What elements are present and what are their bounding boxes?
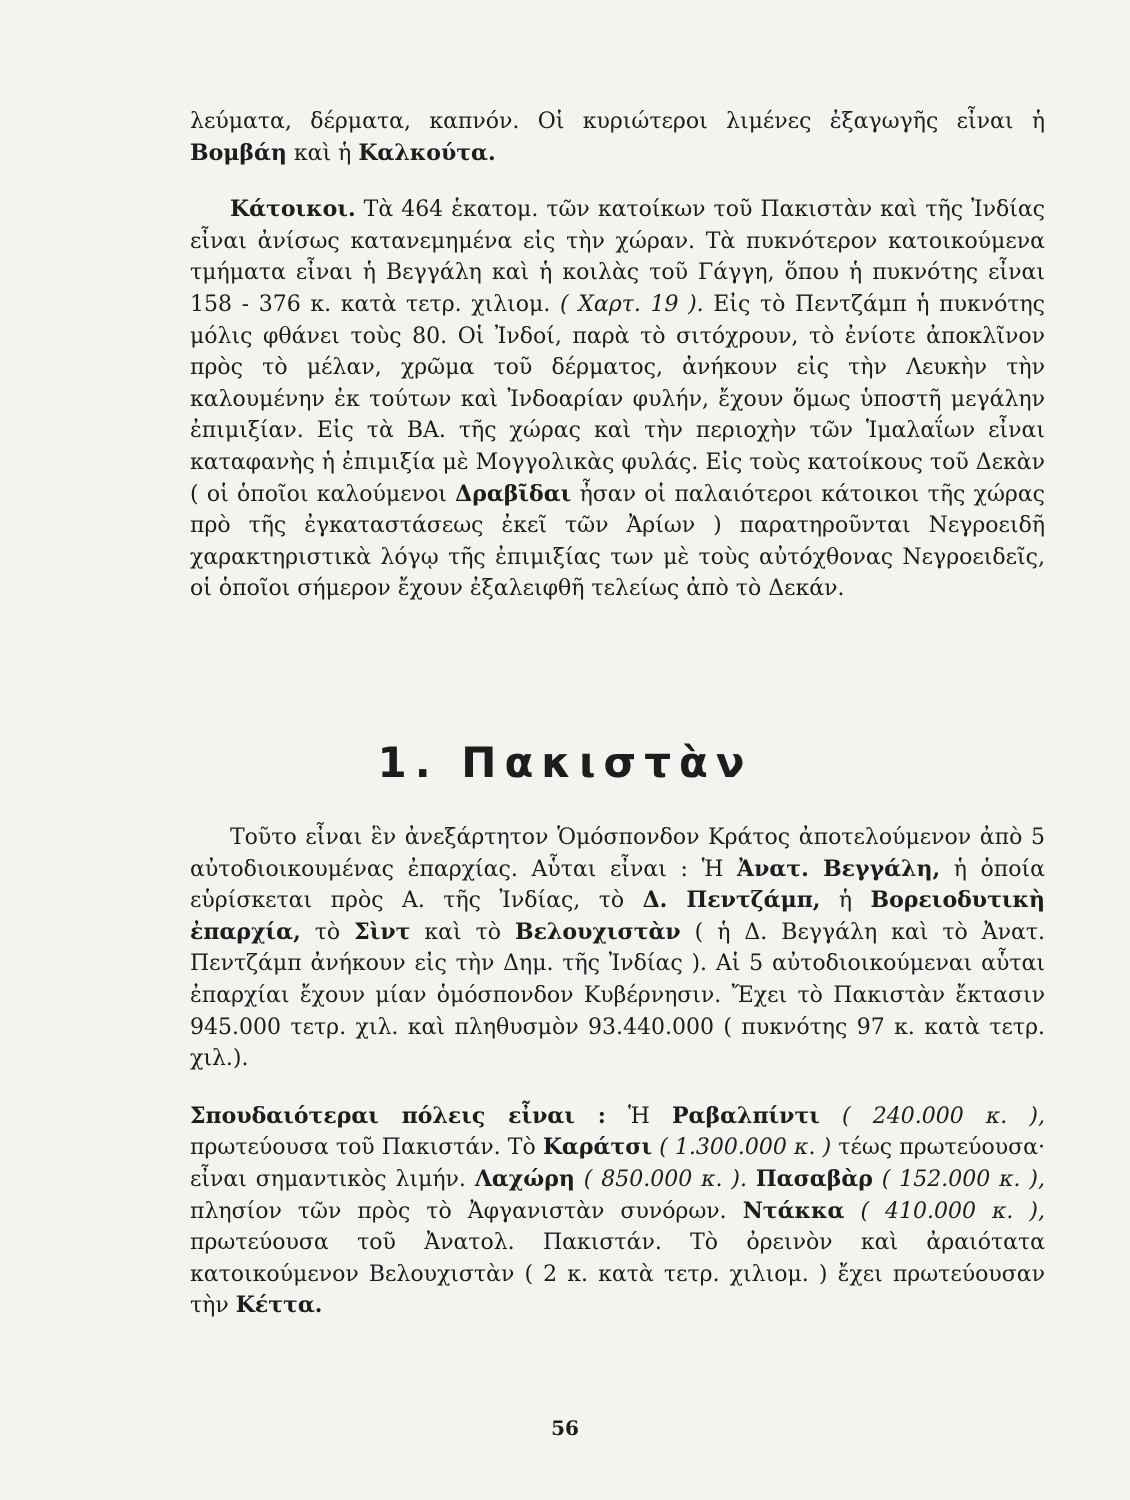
text-span: πρωτεύουσα τοῦ Ἀνατολ. Πακιστάν. Τὸ ὀρεινὸν καὶ ἀραιότατα κατοικούμενον Βελουχιστὰν ( 2 κ. κατὰ τετρ. χιλιομ. ) ἔχει πρωτεύουσαν τὴν [190,1230,1045,1319]
province-name: Σὶντ [354,918,411,945]
text-span: Ἡ [605,1103,672,1129]
province-name: Δ. Πεντζάμπ, [642,887,821,914]
city-name: Ντάκκα [742,1197,845,1224]
place-name: Καλκούτα. [358,139,496,166]
text-span [747,1167,756,1192]
paragraph-heading: Κάτοικοι. [230,196,356,223]
section-heading: 1. Πακιστὰν [377,738,753,787]
text-span: ἡ ὁποία εὑρίσκεται πρὸς Α. τῆς Ἰνδίας, τὸ [190,856,1045,914]
text-span: ἦσαν οἱ παλαιότεροι κάτοικοι τῆς χώρας πρὸ τῆς ἐγκαταστάσεως ἐκεῖ τῶν Ἀρίων ) παρατηροῦνται Νεγροειδῆ χαρακτηριστικὰ λόγῳ τῆς ἐπιμιξίας των μὲ τοὺς αὐτόχθονας Νεγροειδεῖς, οἱ ὁποῖοι σήμερον ἔχουν ἐξαλειφθῆ τελείως ἀπὸ τὸ Δεκάν. [190,481,1045,602]
city-population: ( 850.000 κ. ). [574,1166,747,1192]
text-span: καὶ ἡ [286,140,359,166]
city-population: ( 1.300.000 κ. ) [652,1135,832,1161]
lower-text-block [190,822,1045,1322]
province-name: Βορειοδυτικὴ ἐπαρχία, [190,887,1045,945]
text-span: Τοῦτο εἶναι ἓν ἀνεξάρτητον Ὁμόσπονδον Κράτος ἀποτελούμενον ἀπὸ 5 αὐτοδιοικουμένας ἐπαρχίας. Αὗται εἶναι : Ἡ [190,825,1045,882]
text-span: πλησίον τῶν πρὸς τὸ Ἀφγανιστὰν συνόρων. [190,1198,743,1224]
text-span: πρωτεύουσα τοῦ Πακιστάν. Τὸ [190,1135,543,1161]
upper-text-block [190,106,1045,605]
city-population: ( 240.000 κ. ), [819,1103,1045,1129]
city-name: Ραβαλπίντι [672,1102,820,1129]
page-number: 56 [551,1416,579,1440]
city-name: Κέττα. [235,1292,323,1319]
province-name: Ἀνατ. Βεγγάλη, [737,855,941,882]
paragraph-inhabitants [190,194,1045,605]
place-name: Βομβάη [190,139,287,166]
text-span: λεύματα, δέρματα, καπνόν. Οἱ κυριώτεροι λιμένες ἐξαγωγῆς εἶναι ἡ [190,109,1045,134]
text-span: Τὰ 464 ἑκατομ. τῶν κατοίκων τοῦ Πακιστὰν καὶ τῆς Ἰνδίας εἶναι ἀνίσως κατανεμημένα εἰς τὴν χώραν. Τὰ πυκνότερον κατοικούμενα τμήματα εἶναι ἡ Βεγγάλη καὶ ἡ κοιλὰς τοῦ Γάγγη, ὅπου ἡ πυκνότης εἶναι 158 - 376 κ. κατὰ τετρ. χιλιομ. [190,197,1045,317]
people-name: Δραβῖδαι [455,480,572,507]
city-name: Πασαβὰρ [755,1165,873,1192]
paragraph-export-ports [190,106,1045,169]
city-population: ( 152.000 κ. ), [872,1166,1045,1192]
text-span: ( ἡ Δ. Βεγγάλη καὶ τὸ Ἀνατ. Πεντζάμπ ἀνήκουν εἰς τὴν Δημ. τῆς Ἰνδίας ). Αἱ 5 αὐτοδιοικούμεναι αὗται ἐπαρχίαι ἔχουν μίαν ὁμόσπονδον Κυβέρνησιν. Ἔχει τὸ Πακιστὰν ἔκτασιν 945.000 τετρ. χιλ. καὶ πληθυσμὸν 93.440.000 ( πυκνότης 97 κ. κατὰ τετρ. χιλ.). [190,919,1045,1072]
text-span: καὶ τὸ [410,919,516,945]
text-span: τέως πρωτεύουσα· εἶναι σημαντικὸς λιμήν. [190,1135,1045,1192]
paragraph-federal-state [190,822,1045,1075]
city-name: Λαχώρη [474,1165,575,1192]
map-reference: ( Χαρτ. 19 ). [559,291,704,317]
paragraph-cities [190,1101,1045,1322]
text-span: τὸ [300,919,355,945]
paragraph-heading: Σπουδαιότεραι πόλεις εἶναι : [190,1102,606,1129]
province-name: Βελουχιστὰν [515,918,681,945]
text-span: Εἰς τὸ Πεντζάμπ ἡ πυκνότης μόλις φθάνει τοὺς 80. Οἱ Ἰνδοί, παρὰ τὸ σιτόχρουν, τὸ ἐνίοτε ἀποκλῖνον πρὸς τὸ μέλαν, χρῶμα τοῦ δέρματος, ἀνήκουν εἰς τὴν Λευκὴν τὴν καλουμένην ἐκ τούτων καὶ Ἰνδοαρίαν φυλήν, ἔχουν ὅμως ὑποστῆ μεγάλην ἐπιμιξίαν. Εἰς τὰ ΒΑ. τῆς χώρας καὶ τὴν περιοχὴν τῶν Ἱμαλαΐων εἶναι καταφανὴς ἡ ἐπιμιξία μὲ Μογγολικὰς φυλάς. Εἰς τοὺς κατοίκους τοῦ Δεκὰν ( οἱ ὁποῖοι καλούμενοι [190,291,1046,507]
city-name: Καράτσι [542,1134,653,1161]
city-population: ( 410.000 κ. ), [844,1198,1045,1224]
text-span: ἡ [820,888,871,914]
